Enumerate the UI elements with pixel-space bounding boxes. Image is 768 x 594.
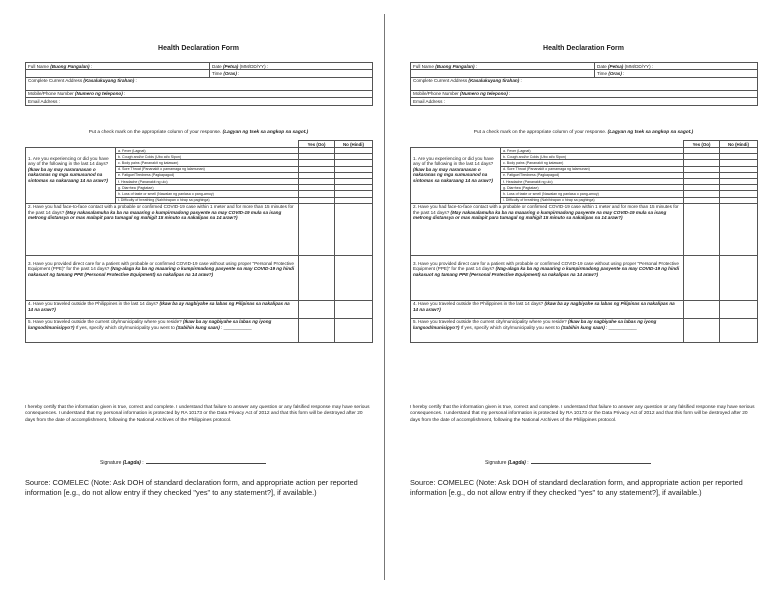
symptom-loss-taste-smell: h. Loss of taste or smell (Nawalan ng panlasa o pang-amoy) (116, 191, 299, 197)
checkbox-no[interactable] (720, 300, 758, 318)
date-field[interactable]: Date (Petsa) (MM/DD/YY) : (210, 63, 373, 70)
checkbox-no[interactable] (335, 203, 373, 255)
email-field[interactable]: Email Address : (411, 98, 758, 105)
yes-column-header: Yes (Oo) (299, 141, 335, 148)
form-title: Health Declaration Form (158, 45, 239, 52)
symptom-fatigue: e. Fatigue/Tiredness (Pagkapagod) (501, 172, 684, 178)
date-field[interactable]: Date (Petsa) (MM/DD/YY) : (595, 63, 758, 70)
symptom-body-pains: c. Body pains (Pananakit ng katawan) (116, 160, 299, 166)
no-column-header: No (Hindi) (720, 141, 758, 148)
email-field[interactable]: Email Address : (26, 98, 373, 105)
checkbox-no[interactable] (335, 318, 373, 342)
time-field[interactable]: Time (Oras) : (210, 70, 373, 77)
certification-text: I hereby certify that the information given is true, correct and complete. I understand that failure to answer any question or any falsified response may have serious consequences. I understand that my personal information is protected by RA 10173 or the Data Privacy Act of 2012 and that this form will be destroyed after 20 days from the date of accomplishment, following the National Archives of the Philippines protocol. (410, 405, 755, 423)
checkbox-yes[interactable] (299, 318, 335, 342)
question-1: 1. Are you experiencing or did you have any of the following in the last 14 days? (Ikaw ba ay may nararanasan o nakaranas ng mga sumusunod na sintomas sa nakaraang 14 na araw?) (26, 148, 116, 204)
symptom-diarrhea: g. Diarrhea (Pagtatae) (116, 185, 299, 191)
symptom-diarrhea: g. Diarrhea (Pagtatae) (501, 185, 684, 191)
signature-field[interactable]: Signature (Lagda) : (100, 460, 266, 466)
signature-line (531, 463, 651, 464)
checkbox-no[interactable] (335, 255, 373, 300)
symptom-sore-throat: d. Sore Throat (Pananakit o pamamaga ng lalamunan) (501, 166, 684, 172)
checkbox-yes[interactable] (684, 203, 720, 255)
yes-column-header: Yes (Oo) (684, 141, 720, 148)
source-note: Source: COMELEC (Note: Ask DOH of standard declaration form, and appropriate action per reported information [e.g., do not allow entry if they checked "yes" to any statement?], if available.) (25, 478, 358, 497)
question-5: 5. Have you traveled outside the current city/municipality where you reside? (Ikaw ba ay nagbiyahe sa labas ng iyong lungsod/munisipyo?) If yes, specify which city/municipality you went to (Sabihin kung saan) : ___________ (26, 318, 299, 342)
page-divider (384, 14, 385, 580)
mobile-field[interactable]: Mobile/Phone Number (Numero ng telepono) : (26, 90, 373, 97)
personal-info-table (25, 62, 373, 106)
health-declaration-form-right (410, 0, 757, 594)
address-field[interactable]: Complete Current Address (Kasalukuyang tirahan) : (26, 77, 373, 90)
checkbox-no[interactable] (720, 255, 758, 300)
checkbox-yes[interactable] (684, 300, 720, 318)
checkbox-no[interactable] (335, 300, 373, 318)
question-5: 5. Have you traveled outside the current city/municipality where you reside? (Ikaw ba ay nagbiyahe sa labas ng iyong lungsod/munisipyo?) If yes, specify which city/municipality you went to (Sabihin kung saan) : ___________ (411, 318, 684, 342)
personal-info-table (410, 62, 758, 106)
signature-line (146, 463, 266, 464)
question-2: 2. Have you had face-to-face contact with a probable or confirmed COVID-19 case within 1 meter and for more than 15 minutes for the past 14 days? (May nakasalamuha ka ba na maaaring o kumpirmadong pasyente na may COVID-19 mula sa isang metrong distansya or mas malapit para tumagal ng mahigit 15 minuto sa nakalipas na 14 araw?) (411, 203, 684, 255)
address-field[interactable]: Complete Current Address (Kasalukuyang tirahan) : (411, 77, 758, 90)
time-field[interactable]: Time (Oras) : (595, 70, 758, 77)
symptom-sore-throat: d. Sore Throat (Pananakit o pamamaga ng lalamunan) (116, 166, 299, 172)
health-declaration-form-left (25, 0, 372, 594)
symptom-cough: b. Cough and/or Colds (Ubo at/o Sipon) (116, 154, 299, 160)
checkbox-yes[interactable] (299, 203, 335, 255)
question-4: 4. Have you traveled outside the Philippines in the last 14 days? (Ikaw ba ay nagbiyahe sa labas ng Pilipinas sa nakalipas na 14 na araw?) (411, 300, 684, 318)
symptom-headache: f. Headache (Pananakit ng ulo) (116, 179, 299, 185)
checkbox-yes[interactable] (684, 318, 720, 342)
checkbox-yes[interactable] (684, 255, 720, 300)
question-3: 3. Have you provided direct care for a patient with probable or confirmed COVID-19 case without using proper "Personal Protective Equipment (PPE)" for the past 14 days? (Nag-alaga ka ba ng maaaring o kumpirmadong pasyente na may COVID-19 ng hindi nakasuot ng tamang PPE (Personal Protective Equipment) sa nakalipas na 14 araw?) (26, 255, 299, 300)
full-name-field[interactable]: Full Name (Buong Pangalan) : (411, 63, 595, 70)
no-column-header: No (Hindi) (335, 141, 373, 148)
question-1: 1. Are you experiencing or did you have any of the following in the last 14 days? (Ikaw ba ay may nararanasan o nakaranas ng mga sumusunod na sintomas sa nakaraang 14 na araw?) (411, 148, 501, 204)
symptom-fever: a. Fever (Lagnat) (116, 148, 299, 154)
mobile-field[interactable]: Mobile/Phone Number (Numero ng telepono) : (411, 90, 758, 97)
symptom-breathing: i. Difficulty of breathing (Nahihirapan o hirap sa paghinga) (116, 197, 299, 203)
form-title: Health Declaration Form (543, 45, 624, 52)
questions-table (410, 140, 758, 343)
instruction-text: Put a check mark on the appropriate column of your response. (Lagyan ng tsek sa angkop na sagot.) (473, 130, 694, 135)
symptom-body-pains: c. Body pains (Pananakit ng katawan) (501, 160, 684, 166)
checkbox-yes[interactable] (299, 255, 335, 300)
questions-table (25, 140, 373, 343)
question-4: 4. Have you traveled outside the Philippines in the last 14 days? (Ikaw ba ay nagbiyahe sa labas ng Pilipinas sa nakalipas na 14 na araw?) (26, 300, 299, 318)
signature-field[interactable]: Signature (Lagda) : (485, 460, 651, 466)
source-note: Source: COMELEC (Note: Ask DOH of standard declaration form, and appropriate action per reported information [e.g., do not allow entry if they checked "yes" to any statement?], if available.) (410, 478, 743, 497)
symptom-fever: a. Fever (Lagnat) (501, 148, 684, 154)
checkbox-no[interactable] (720, 318, 758, 342)
symptom-cough: b. Cough and/or Colds (Ubo at/o Sipon) (501, 154, 684, 160)
checkbox-no[interactable] (720, 203, 758, 255)
question-2: 2. Have you had face-to-face contact with a probable or confirmed COVID-19 case within 1 meter and for more than 15 minutes for the past 14 days? (May nakasalamuha ka ba na maaaring o kumpirmadong pasyente na may COVID-19 mula sa isang metrong distansya or mas malapit para tumagal ng mahigit 15 minuto sa nakalipas na 14 araw?) (26, 203, 299, 255)
symptom-breathing: i. Difficulty of breathing (Nahihirapan o hirap sa paghinga) (501, 197, 684, 203)
symptom-headache: f. Headache (Pananakit ng ulo) (501, 179, 684, 185)
symptom-loss-taste-smell: h. Loss of taste or smell (Nawalan ng panlasa o pang-amoy) (501, 191, 684, 197)
symptom-fatigue: e. Fatigue/Tiredness (Pagkapagod) (116, 172, 299, 178)
checkbox-yes[interactable] (299, 300, 335, 318)
instruction-text: Put a check mark on the appropriate column of your response. (Lagyan ng tsek sa angkop na sagot.) (88, 130, 309, 135)
question-3: 3. Have you provided direct care for a patient with probable or confirmed COVID-19 case without using proper "Personal Protective Equipment (PPE)" for the past 14 days? (Nag-alaga ka ba ng maaaring o kumpirmadong pasyente na may COVID-19 ng hindi nakasuot ng tamang PPE (Personal Protective Equipment) sa nakalipas na 14 araw?) (411, 255, 684, 300)
full-name-field[interactable]: Full Name (Buong Pangalan) : (26, 63, 210, 70)
certification-text: I hereby certify that the information given is true, correct and complete. I understand that failure to answer any question or any falsified response may have serious consequences. I understand that my personal information is protected by RA 10173 or the Data Privacy Act of 2012 and that this form will be destroyed after 20 days from the date of accomplishment, following the National Archives of the Philippines protocol. (25, 405, 370, 423)
